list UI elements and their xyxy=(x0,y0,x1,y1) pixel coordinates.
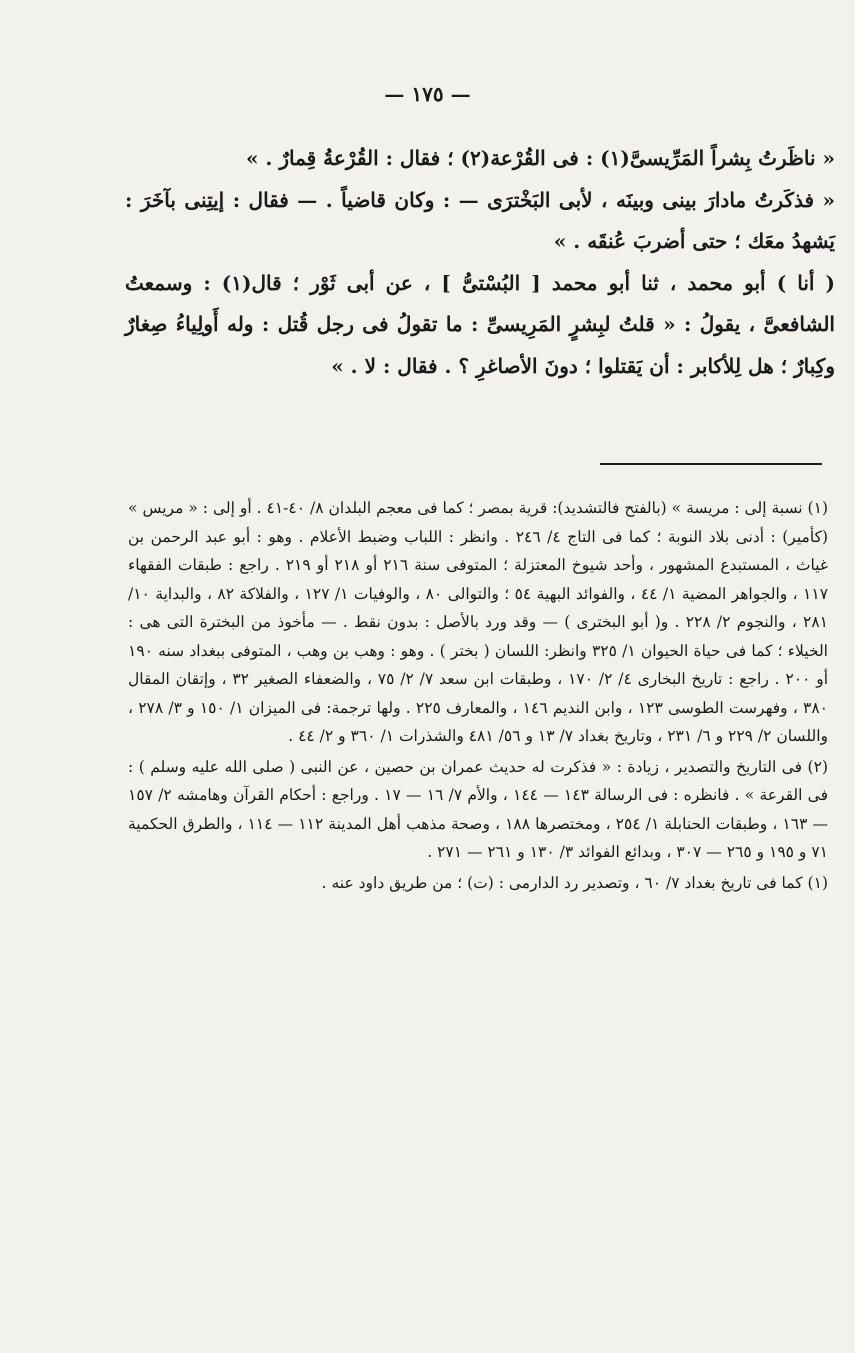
footnote-3: (١) كما فى تاريخ بغداد ٧/ ٦٠ ، وتصدير رد الدارمى : (ت) ؛ من طريق داود عنه . xyxy=(321,873,828,892)
footnote-2: (٢) فى التاريخ والتصدير ، زيادة : « فذكرت له حديث عمران بن حصين ، عن النبى ( صلى الله عليه وسلم ) : فى القرعة » . فانظره : فى الرسالة ١٤٣ — ١٤٤ ، والأم ٧/ ١٦ — ١٧ . وراجع : أحكام القرآن وهامشه ٢/ ١٥٧ — ١٦٣ ، وطبقات الحنابلة ١/ ٢٥٤ ، ومختصرها ١٨٨ ، وصحة مذهب أهل المدينة ١١٢ — ١١٤ ، والطرق الحكمية ٧١ و ١٩٥ و ٢٦٥ — ٣٠٧ ، وبدائع الفوائد ٣/ ١٣٠ و ٢٦١ — ٢٧١ . xyxy=(128,757,828,861)
footnote-divider xyxy=(600,463,822,465)
main-paragraph-3: ( أنا ) أبو محمد ، ثنا أبو محمد [ البُسْتىُّ ] ، عن أبى ثَوْر ؛ قال(١) : وسمعتُ الشافعىَّ ، يقولُ : « قلتُ لبِشرٍ المَرِيسىِّ : ما تقولُ فى رجل قُتل : وله أَولِياءُ صِغارٌ وكِبارٌ ؛ هل لِلأكابر : أن يَقتلوا ؛ دونَ الأصاغرِ ؟ . فقال : لا . » xyxy=(125,270,835,378)
page-number: — ١٧٥ — xyxy=(384,82,471,106)
footnotes xyxy=(128,494,828,899)
main-paragraph-1: « ناظَرتُ بِشراً المَرِّيسىَّ(١) : فى القُرْعة(٢) ؛ فقال : القُرْعةُ قِمارٌ . » xyxy=(245,146,835,170)
main-text xyxy=(125,138,835,387)
footnote-1: (١) نسبة إلى : مريسة » (بالفتح فالتشديد): قرية بمصر ؛ كما فى معجم البلدان ٨/ ٤٠-٤١ . أو إلى : « مريس » (كأمير) : أدنى بلاد النوبة ؛ كما فى التاج ٤/ ٢٤٦ . وانظر : اللباب وضبط الأعلام . وهو : أبو عبد الرحمن بن غياث ، المستبدع المشهور ، وأحد شيوخ المعتزلة ؛ المتوفى سنة ٢١٦ أو ٢١٨ أو ٢١٩ . راجع : طبقات الفقهاء ١١٧ ، والجواهر المضية ١/ ٤٤ ، والفوائد البهية ٥٤ ؛ والتوالى ٨٠ ، والوفيات ١/ ١٢٧ ، والفلاكة ٨٢ ، والبداية ١٠/ ٢٨١ ، والنجوم ٢/ ٢٢٨ . و( أبو البخترى ) — وقد ورد بالأصل : بدون نقط . — مأخوذ من البخترة التى هى : الخيلاء ؛ كما فى حياة الحيوان ١/ ٣٢٥ وانظر: اللسان ( بختر ) . وهو : وهب بن وهب ، المتوفى ببغداد سنه ١٩٠ أو ٢٠٠ . راجع : تاريخ البخارى ٤/ ٢/ ١٧٠ ، وطبقات ابن سعد ٧/ ٢/ ٧٥ ، والضعفاء الصغير ٣٢ ، وإتقان المقال ٣٨٠ ، وفهرست الطوسى ١٢٣ ، وابن النديم ١٤٦ ، والمعارف ٢٢٥ . ولها ترجمة: فى الميزان ١/ ١٥٠ و ٣/ ٢٧٨ ، واللسان ٢/ ٢٢٩ و ٦/ ٢٣١ ، وتاريخ بغداد ٧/ ١٣ و ٥٦/ ٤٨١ والشذرات ١/ ٣٦٠ و ٢/ ٤٤ . xyxy=(128,499,829,745)
main-paragraph-2: « فذكَرتُ مادارَ بينى وبينَه ، لأبى البَخْترَى — : وكان قاضياً . — فقال : إيتِنى بآخَرَ : يَشهدُ معَك ؛ حتى أضربَ عُنقَه . » xyxy=(125,187,835,253)
